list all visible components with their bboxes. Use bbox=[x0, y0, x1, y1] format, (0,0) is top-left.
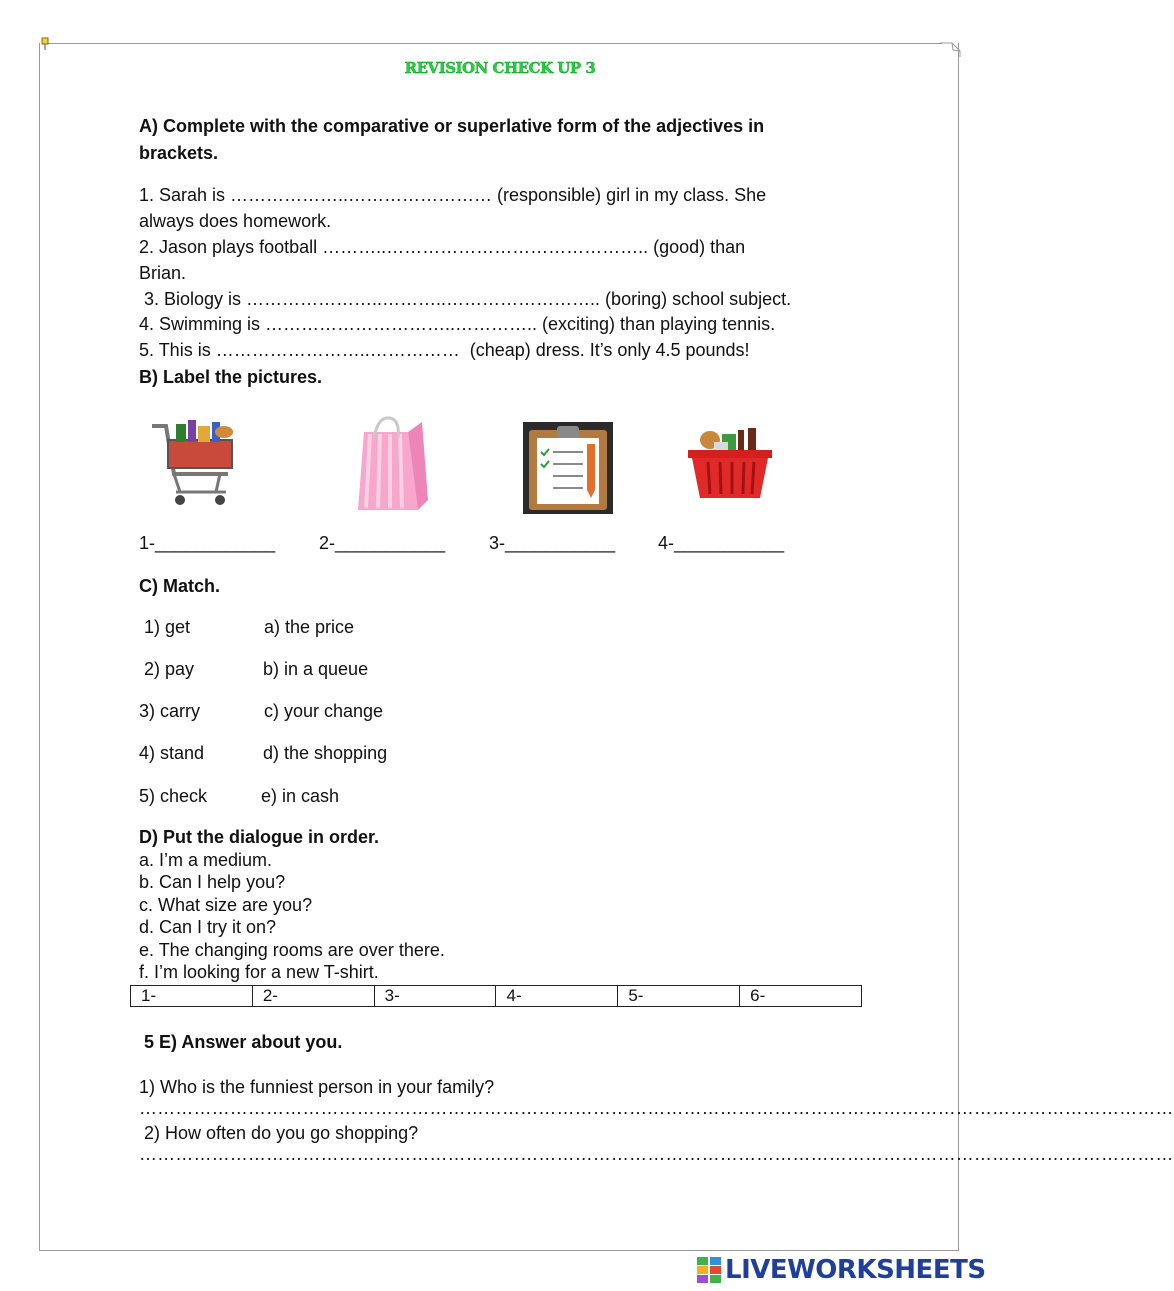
section-a-heading-cont: brackets. bbox=[139, 143, 219, 163]
label-blank-1[interactable]: 1-____________ bbox=[139, 533, 276, 553]
dialogue-line-b: b. Can I help you? bbox=[139, 872, 286, 892]
match-right-e: e) in cash bbox=[261, 786, 340, 806]
label-blank-2[interactable]: 2-___________ bbox=[319, 533, 446, 553]
order-cell-2[interactable]: 2- bbox=[252, 986, 374, 1007]
dialogue-line-f: f. I’m looking for a new T-shirt. bbox=[139, 962, 379, 982]
sentence-2-cont: Brian. bbox=[139, 263, 187, 283]
dialogue-line-d: d. Can I try it on? bbox=[139, 917, 277, 937]
label-blank-4[interactable]: 4-___________ bbox=[658, 533, 785, 553]
question-2: 2) How often do you go shopping? bbox=[139, 1123, 419, 1143]
label-blank-3[interactable]: 3-___________ bbox=[489, 533, 616, 553]
order-cell-5[interactable]: 5- bbox=[618, 986, 740, 1007]
section-e-heading: 5 E) Answer about you. bbox=[139, 1032, 343, 1052]
page-top-border bbox=[46, 43, 942, 44]
section-d-heading: D) Put the dialogue in order. bbox=[139, 827, 380, 847]
order-cell-6[interactable]: 6- bbox=[740, 986, 862, 1007]
question-1: 1) Who is the funniest person in your family? bbox=[139, 1077, 495, 1097]
sentence-2: 2. Jason plays football ………..…………………………………….. (good) than bbox=[139, 237, 746, 257]
shopping-cart-icon bbox=[140, 410, 245, 510]
shopping-bag-icon bbox=[356, 414, 430, 512]
match-right-b: b) in a queue bbox=[263, 659, 369, 679]
sentence-1: 1. Sarah is ………………..…………………… (responsible) girl in my class. She bbox=[139, 185, 767, 205]
match-right-c: c) your change bbox=[264, 701, 384, 721]
order-cell-3[interactable]: 3- bbox=[374, 986, 496, 1007]
match-left-4: 4) stand bbox=[139, 743, 205, 763]
section-c-heading: C) Match. bbox=[139, 576, 220, 596]
sentence-4: 4. Swimming is …………………………..………….. (exciting) than playing tennis. bbox=[139, 314, 776, 334]
sentence-3: 3. Biology is …………………..………..…………………….. (boring) school subject. bbox=[139, 289, 792, 309]
shopping-list-icon bbox=[523, 422, 613, 514]
sentence-5: 5. This is ……………………..…………… (cheap) dress. It’s only 4.5 pounds! bbox=[139, 340, 750, 360]
match-left-1: 1) get bbox=[139, 617, 191, 637]
match-left-2: 2) pay bbox=[139, 659, 195, 679]
order-table bbox=[130, 985, 862, 1007]
liveworksheets-logo-icon bbox=[697, 1257, 721, 1283]
table-row bbox=[131, 986, 862, 1007]
shopping-basket-icon bbox=[688, 428, 772, 500]
order-cell-1[interactable]: 1- bbox=[131, 986, 253, 1007]
sentence-1-cont: always does homework. bbox=[139, 211, 332, 231]
answer-line-2[interactable]: ……………………………………………………………………………………………………………………………………………………… bbox=[139, 1144, 1174, 1164]
dialogue-line-a: a. I’m a medium. bbox=[139, 850, 273, 870]
order-cell-4[interactable]: 4- bbox=[496, 986, 618, 1007]
folded-corner-icon bbox=[940, 43, 960, 57]
match-right-d: d) the shopping bbox=[263, 743, 388, 763]
dialogue-line-e: e. The changing rooms are over there. bbox=[139, 940, 445, 960]
match-left-3: 3) carry bbox=[139, 701, 201, 721]
anchor-pin-icon bbox=[41, 38, 49, 50]
match-right-a: a) the price bbox=[264, 617, 355, 637]
match-left-5: 5) check bbox=[139, 786, 208, 806]
brand-name: LIVEWORKSHEETS bbox=[725, 1255, 986, 1285]
liveworksheets-logo bbox=[697, 1253, 986, 1287]
worksheet-title: REVISION CHECK UP 3 bbox=[404, 59, 596, 77]
answer-line-1[interactable]: ……………………………………………………………………………………………………………………………………………………… bbox=[139, 1098, 1174, 1118]
section-b-heading: B) Label the pictures. bbox=[139, 367, 323, 387]
dialogue-line-c: c. What size are you? bbox=[139, 895, 313, 915]
section-a-heading: A) Complete with the comparative or superlative form of the adjectives in bbox=[139, 116, 765, 136]
